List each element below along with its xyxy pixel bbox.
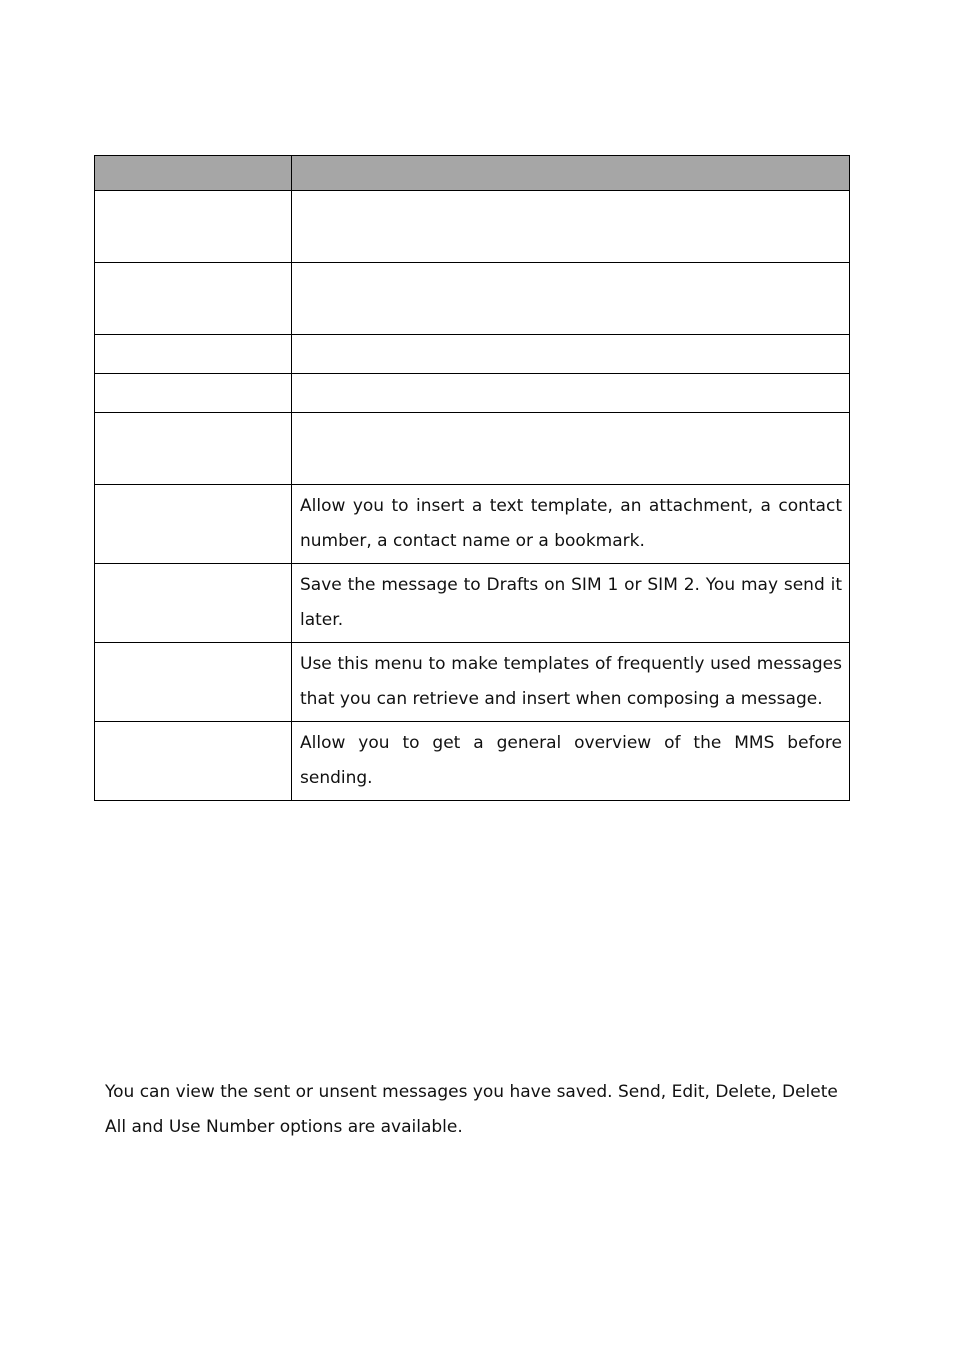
option-cell (95, 485, 292, 564)
description-cell: Save the message to Drafts on SIM 1 or SIM 2. You may send it later. (292, 564, 850, 643)
option-cell (95, 191, 292, 263)
table-row (95, 374, 850, 413)
body-paragraph: You can view the sent or unsent messages you have saved. Send, Edit, Delete, Delete All and Use Number options are available. (105, 1082, 838, 1137)
table-row (95, 191, 850, 263)
header-cell-option (95, 156, 292, 191)
option-cell (95, 643, 292, 722)
option-cell (95, 564, 292, 643)
table-row (95, 564, 850, 643)
description-cell: Allow you to insert a text template, an attachment, a contact number, a contact name or a bookmark. (292, 485, 850, 564)
description-cell (292, 374, 850, 413)
table-row (95, 413, 850, 485)
option-cell (95, 335, 292, 374)
options-table (94, 155, 850, 801)
option-cell (95, 374, 292, 413)
table-row (95, 485, 850, 564)
description-cell: Use this menu to make templates of frequently used messages that you can retrieve and insert when composing a message. (292, 643, 850, 722)
description-cell: Allow you to get a general overview of the MMS before sending. (292, 722, 850, 801)
description-cell (292, 335, 850, 374)
description-cell (292, 263, 850, 335)
table-header (95, 156, 850, 191)
option-cell (95, 263, 292, 335)
table-row (95, 335, 850, 374)
table-row (95, 263, 850, 335)
option-cell (95, 413, 292, 485)
description-cell (292, 413, 850, 485)
header-cell-description (292, 156, 850, 191)
table-row (95, 722, 850, 801)
option-cell (95, 722, 292, 801)
table-body (95, 191, 850, 801)
table-header-row (95, 156, 850, 191)
table-row (95, 643, 850, 722)
description-cell (292, 191, 850, 263)
